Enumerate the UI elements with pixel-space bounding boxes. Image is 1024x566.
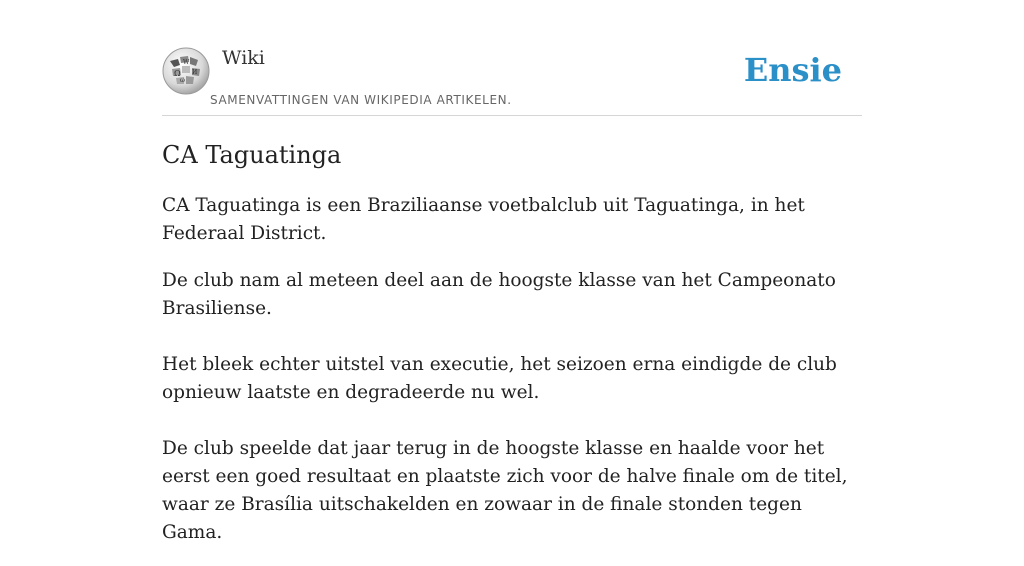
article-paragraph: De club nam al meteen deel aan de hoogste klasse van het Campeonato Brasiliense. Het bleek echter uitstel van executie, het seizoen erna eindigde de club opnieuw laatste en degradeerde nu wel. De club speelde dat jaar terug in de hoogste klasse en haalde voor het eerst een goed resultaat en plaatste zich voor de halve finale om de titel, waar ze Brasília uitschakelden en zowaar in de finale stonden tegen Gama. [162, 270, 848, 543]
svg-text:И: И [192, 69, 198, 76]
svg-text:ω: ω [180, 77, 185, 84]
svg-text:Ω: Ω [174, 69, 181, 78]
site-header [162, 0, 862, 116]
page [162, 0, 862, 543]
wikipedia-globe-icon[interactable] [162, 47, 210, 95]
svg-text:W: W [183, 59, 190, 66]
article-title: CA Taguatinga [162, 141, 342, 169]
article-paragraph: CA Taguatinga is een Braziliaanse voetbalclub uit Taguatinga, in het Federaal District. [162, 195, 805, 244]
site-tagline: SAMENVATTINGEN VAN WIKIPEDIA ARTIKELEN. [210, 93, 512, 107]
brand-logo-link[interactable]: Ensie [743, 51, 842, 89]
site-title-link[interactable]: Wiki [222, 47, 265, 69]
article-content [162, 192, 862, 566]
